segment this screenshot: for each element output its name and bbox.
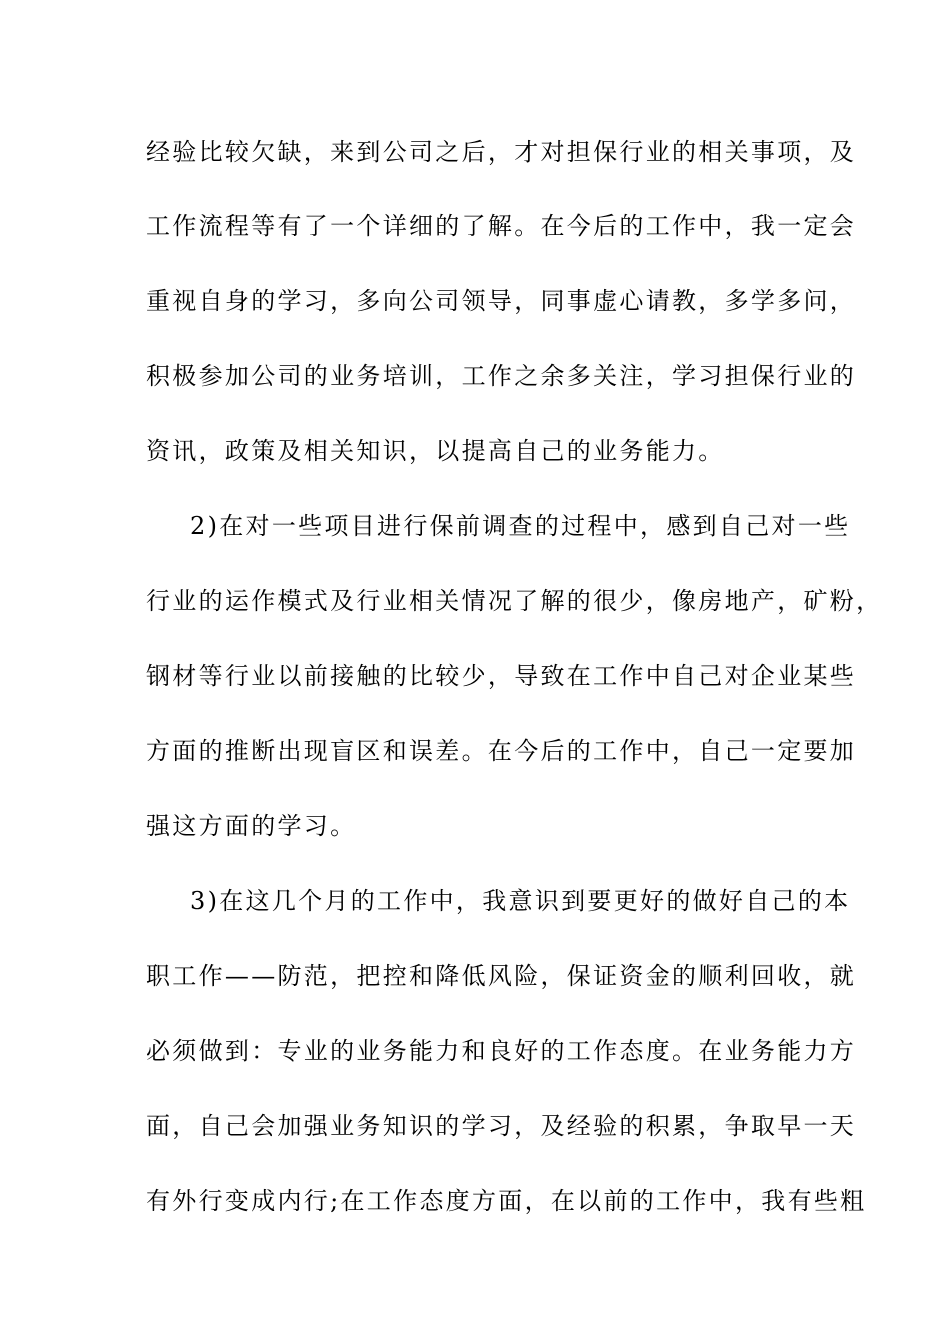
paragraph-start-line: 2)在对一些项目进行保前调查的过程中，感到自己对一些 [190,512,851,540]
text-line: 方面的推断出现盲区和误差。在今后的工作中，自己一定要加 [146,737,857,765]
text-line: 强这方面的学习。 [146,812,357,840]
text-line: 资讯，政策及相关知识，以提高自己的业务能力。 [146,437,725,465]
text-line: 重视自身的学习，多向公司领导，同事虚心请教，多学多问， [146,287,857,315]
text-line: 必须做到：专业的业务能力和良好的工作态度。在业务能力方 [146,1037,857,1065]
paragraph-start-line: 3)在这几个月的工作中，我意识到要更好的做好自己的本 [190,887,851,915]
text-line: 钢材等行业以前接触的比较少，导致在工作中自己对企业某些 [146,662,857,690]
text-line: 面，自己会加强业务知识的学习，及经验的积累，争取早一天 [146,1112,857,1140]
text-line: 行业的运作模式及行业相关情况了解的很少，像房地产，矿粉， [146,587,883,615]
text-line: 工作流程等有了一个详细的了解。在今后的工作中，我一定会 [146,212,857,240]
text-line: 职工作——防范，把控和降低风险，保证资金的顺利回收，就 [146,962,857,990]
text-line: 积极参加公司的业务培训，工作之余多关注，学习担保行业的 [146,362,857,390]
text-line: 有外行变成内行;在工作态度方面，在以前的工作中，我有些粗 [146,1187,867,1215]
text-line: 经验比较欠缺，来到公司之后，才对担保行业的相关事项，及 [146,138,857,166]
